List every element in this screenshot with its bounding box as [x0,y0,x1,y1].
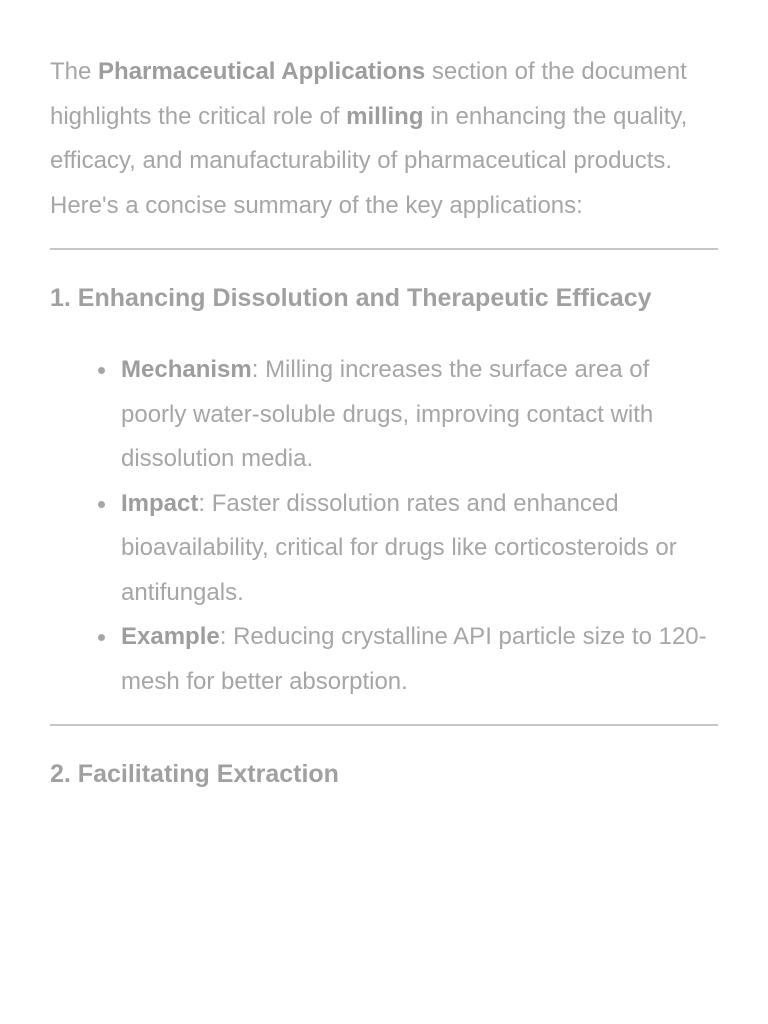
bullet-text: Faster dissolution rates and enhanced bioavailability, critical for drugs like corticosteroids or antifungals. [121,489,677,606]
bullet-separator: : [251,356,266,383]
section-divider [50,724,718,726]
bullet-list [50,348,718,704]
list-item [121,482,718,616]
list-item [121,348,718,482]
bullet-dot-icon [98,367,105,374]
section-heading-dissolution: 1. Enhancing Dissolution and Therapeutic Efficacy [50,284,652,312]
intro-bold-pharmaceutical-applications: Pharmaceutical Applications [98,58,426,85]
intro-text-3: in enhancing the quality, efficacy, and manufacturability of pharmaceutical products. Here's a concise summary of the key applications: [50,102,688,219]
bullet-text: Reducing crystalline API particle size to 120-mesh for better absorption. [121,623,707,695]
intro-bold-milling: milling [346,102,424,130]
bullet-label: Mechanism [121,356,252,383]
list-item [121,615,718,704]
bullet-separator: : [219,623,234,650]
bullet-separator: : [198,489,212,517]
bullet-label: Impact [121,489,199,517]
bullet-label: Example [121,623,220,650]
section-divider [50,248,718,250]
intro-text-2: section of the document highlights the critical role of [50,58,687,130]
intro-paragraph [50,50,718,228]
bullet-dot-icon [98,634,105,641]
bullet-text: Milling increases the surface area of poorly water-soluble drugs, improving contact with dissolution media. [121,356,654,472]
section-heading-extraction: 2. Facilitating Extraction [50,760,339,788]
bullet-dot-icon [98,501,105,508]
intro-text-1: The [50,58,99,85]
